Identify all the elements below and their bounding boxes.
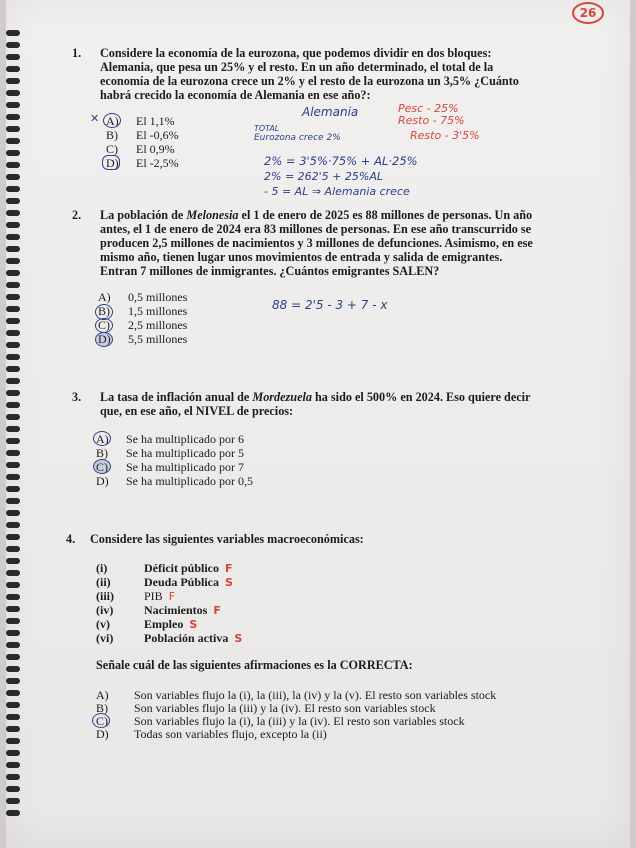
binding-ring: [6, 90, 20, 96]
binding-ring: [6, 66, 20, 72]
binding-ring: [6, 390, 20, 396]
binding-ring: [6, 486, 20, 492]
binding-ring: [6, 594, 20, 600]
answer-circle: [93, 459, 111, 474]
binding-ring: [6, 414, 20, 420]
answer-circle: [95, 332, 113, 347]
binding-ring: [6, 282, 20, 288]
binding-ring: [6, 510, 20, 516]
instruction-text: Señale cuál de las siguientes afirmaciones es la CORRECTA:: [96, 658, 413, 672]
q4-variables: (i) Déficit público F (ii) Deuda Pública S (iii) PIB F (iv) Nacimientos F (v) Empleo S (vi) Población activa S: [96, 561, 243, 645]
exam-page: [6, 0, 630, 848]
binding-ring: [6, 474, 20, 480]
binding-ring: [6, 522, 20, 528]
binding-ring: [6, 570, 20, 576]
spiral-binding: [6, 30, 22, 830]
binding-ring: [6, 810, 20, 816]
binding-ring: [6, 714, 20, 720]
binding-ring: [6, 342, 20, 348]
handwritten-note: Alemania: [302, 105, 359, 119]
handwritten-note: - 5 = AL ⇒ Alemania crece: [264, 185, 410, 198]
question-4: [66, 532, 536, 548]
binding-ring: [6, 294, 20, 300]
handwritten-note: TOTAL: [254, 124, 280, 133]
binding-ring: [6, 78, 20, 84]
binding-ring: [6, 642, 20, 648]
binding-ring: [6, 354, 20, 360]
binding-ring: [6, 330, 20, 336]
handwritten-note: Resto - 75%: [398, 114, 465, 127]
question-stem: La población de Melonesia el 1 de enero de 2025 es 88 millones de personas. Un año antes, el 1 de enero de 2024 era 83 millones de personas. En ese año transcurrido se producen 2,5 millones de nacimientos y 3 millones de defunciones. Asimismo, en ese mismo año, tienen lugar unos movimientos de entrada y salida de emigrantes. Entran 7 millones de inmigrantes. ¿Cuántos emigrantes SALEN?: [100, 208, 533, 278]
question-number: 3.: [72, 390, 82, 404]
binding-ring: [6, 138, 20, 144]
binding-ring: [6, 438, 20, 444]
binding-ring: [6, 426, 20, 432]
answer-circle: [92, 713, 110, 728]
binding-ring: [6, 114, 20, 120]
q1-options: A) El 1,1% B) El -0,6% C) El 0,9% D) El -2,5%: [106, 114, 179, 170]
answer-circle: [102, 155, 120, 170]
answer-circle: [95, 318, 113, 333]
question-stem: Considere la economía de la eurozona, que podemos dividir en dos bloques: Alemania, que pesa un 25% y el resto. En un año determinado, el total de la economía de la eurozona crece un 2% y el resto de la eurozona un 3,5% ¿Cuánto habrá crecido la economía de Alemania en ese año?:: [100, 46, 519, 102]
binding-ring: [6, 150, 20, 156]
binding-ring: [6, 162, 20, 168]
binding-ring: [6, 786, 20, 792]
answer-circle: [93, 431, 111, 446]
binding-ring: [6, 462, 20, 468]
binding-ring: [6, 30, 20, 36]
binding-ring: [6, 54, 20, 60]
binding-ring: [6, 690, 20, 696]
binding-ring: [6, 702, 20, 708]
binding-ring: [6, 246, 20, 252]
binding-ring: [6, 234, 20, 240]
sheet-number-badge: 26: [572, 2, 604, 24]
binding-ring: [6, 402, 20, 408]
q3-options: A) Se ha multiplicado por 6 B) Se ha multiplicado por 5 C) Se ha multiplicado por 7 D) Se ha multiplicado por 0,5: [96, 432, 253, 488]
question-number: 4.: [66, 532, 76, 546]
question-2: [72, 208, 542, 280]
handwritten-note: Resto - 3'5%: [410, 129, 480, 142]
binding-ring: [6, 546, 20, 552]
binding-ring: [6, 750, 20, 756]
binding-ring: [6, 378, 20, 384]
binding-ring: [6, 558, 20, 564]
binding-ring: [6, 222, 20, 228]
binding-ring: [6, 174, 20, 180]
question-number: 2.: [72, 208, 82, 222]
binding-ring: [6, 126, 20, 132]
binding-ring: [6, 318, 20, 324]
question-stem: La tasa de inflación anual de Mordezuela ha sido el 500% en 2024. Eso quiere decir que, en ese año, el NIVEL de precios:: [100, 390, 531, 418]
handwritten-note: Eurozona crece 2%: [254, 133, 341, 143]
binding-ring: [6, 102, 20, 108]
handwritten-note: Pesc - 25%: [398, 102, 459, 115]
binding-ring: [6, 450, 20, 456]
binding-ring: [6, 210, 20, 216]
binding-ring: [6, 270, 20, 276]
binding-ring: [6, 606, 20, 612]
binding-ring: [6, 738, 20, 744]
binding-ring: [6, 666, 20, 672]
binding-ring: [6, 798, 20, 804]
handwritten-note: 88 = 2'5 - 3 + 7 - x: [272, 298, 388, 312]
binding-ring: [6, 654, 20, 660]
binding-ring: [6, 258, 20, 264]
handwritten-note: 2% = 3'5%·75% + AL·25%: [264, 154, 418, 168]
binding-ring: [6, 366, 20, 372]
binding-ring: [6, 678, 20, 684]
question-stem: Considere las siguientes variables macroeconómicas:: [90, 532, 364, 546]
handwritten-note: 2% = 262'5 + 25%AL: [264, 170, 383, 183]
wrong-mark-icon: ✕: [90, 112, 100, 125]
binding-ring: [6, 582, 20, 588]
question-number: 1.: [72, 46, 82, 60]
q4-options: A) Son variables flujo la (i), la (iii), la (iv) y la (v). El resto son variables stock B) Son variables flujo la (iii) y la (iv). El resto son variables stock C) Son variables flujo la (i), la (iii) y la (iv). El resto son variables stock D) Todas son variables flujo, excepto la (ii): [96, 688, 497, 741]
binding-ring: [6, 42, 20, 48]
q2-options: A) 0,5 millones B) 1,5 millones C) 2,5 millones D) 5,5 millones: [98, 290, 188, 346]
question-3: [72, 390, 542, 420]
binding-ring: [6, 498, 20, 504]
answer-circle: [103, 113, 121, 128]
binding-ring: [6, 726, 20, 732]
binding-ring: [6, 774, 20, 780]
binding-ring: [6, 534, 20, 540]
binding-ring: [6, 186, 20, 192]
binding-ring: [6, 630, 20, 636]
binding-ring: [6, 762, 20, 768]
binding-ring: [6, 618, 20, 624]
binding-ring: [6, 198, 20, 204]
binding-ring: [6, 306, 20, 312]
